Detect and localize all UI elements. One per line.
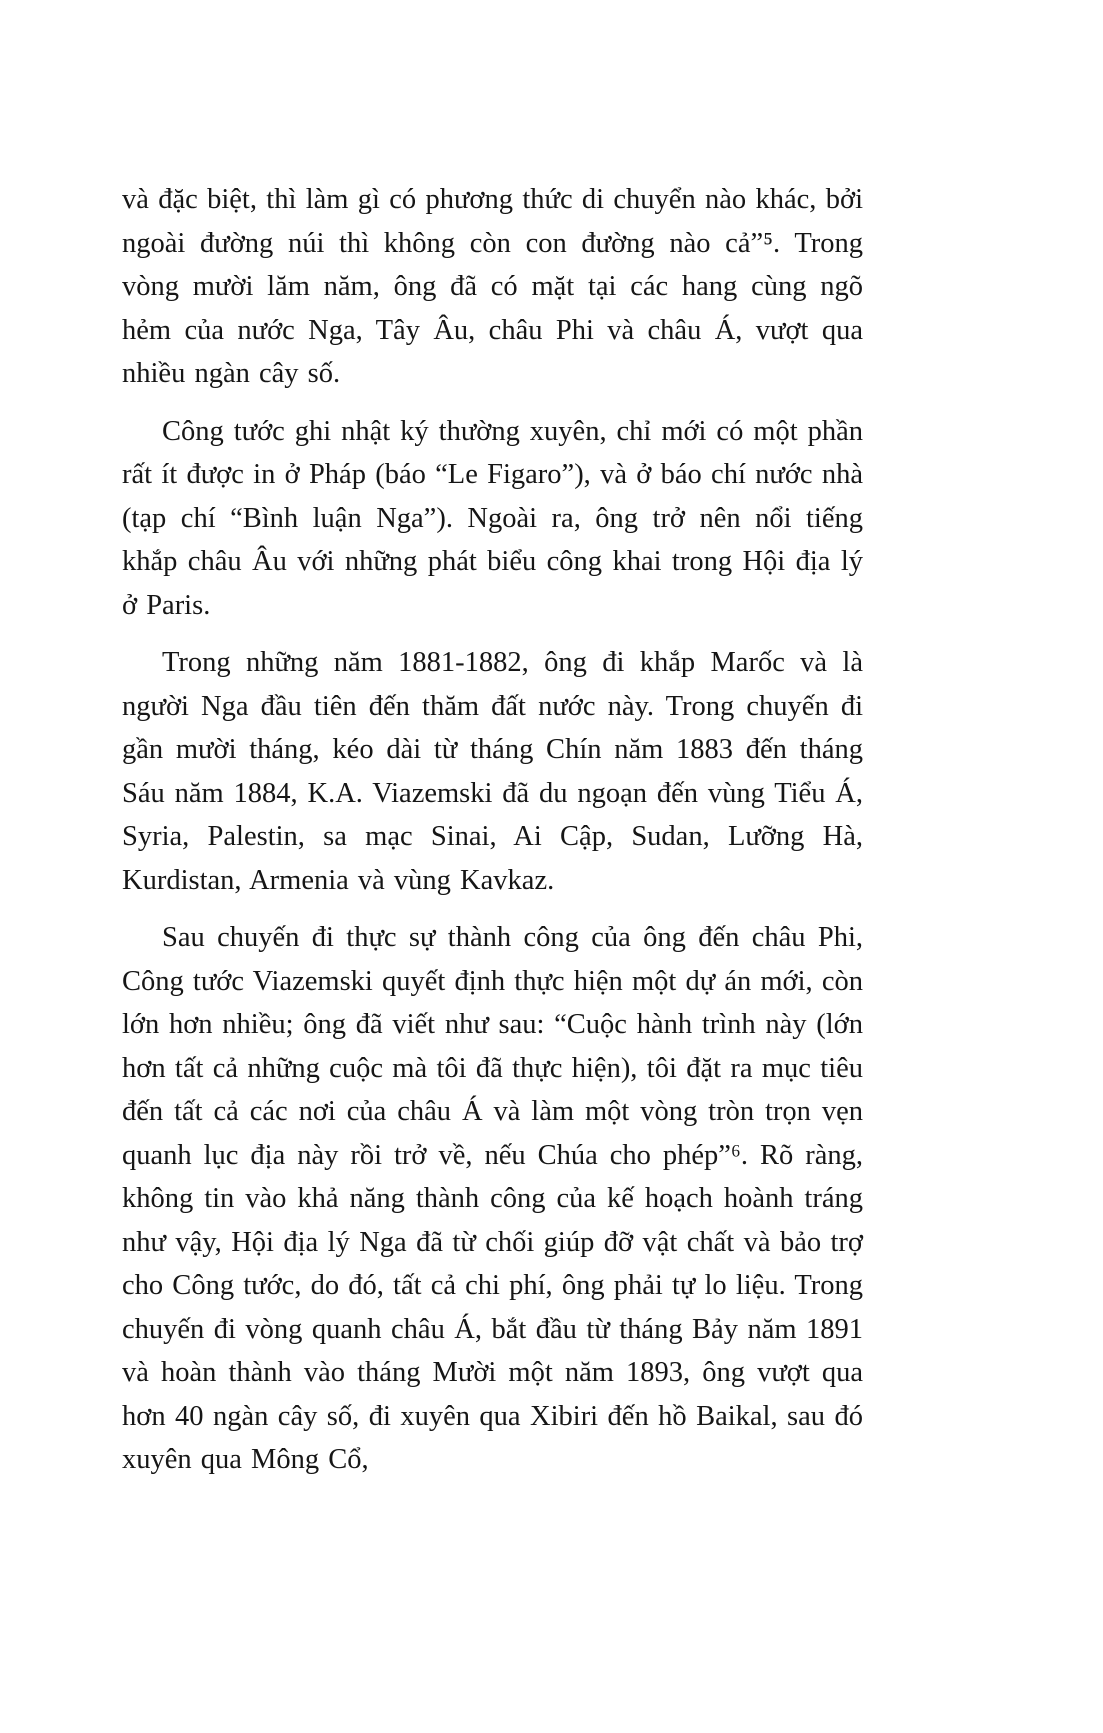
paragraph: Trong những năm 1881-1882, ông đi khắp Marốc và là người Nga đầu tiên đến thăm đất nước này. Trong chuyến đi gần mười tháng, kéo dài từ tháng Chín năm 1883 đến tháng Sáu năm 1884, K.A. Viazemski đã du ngoạn đến vùng Tiểu Á, Syria, Palestin, sa mạc Sinai, Ai Cập, Sudan, Lưỡng Hà, Kurdistan, Armenia và vùng Kavkaz. [122,647,863,896]
paragraph: Sau chuyến đi thực sự thành công của ông đến châu Phi, Công tước Viazemski quyết định thực hiện một dự án mới, còn lớn hơn nhiều; ông đã viết như sau: “Cuộc hành trình này (lớn hơn tất cả những cuộc mà tôi đã thực hiện), tôi đặt ra mục tiêu đến tất cả các nơi của châu Á và làm một vòng tròn trọn vẹn quanh lục địa này rồi trở về, nếu Chúa cho phép”⁶. Rõ ràng, không tin vào khả năng thành công của kế hoạch hoành tráng như vậy, Hội địa lý Nga đã từ chối giúp đỡ vật chất và bảo trợ cho Công tước, do đó, tất cả chi phí, ông phải tự lo liệu. Trong chuyến đi vòng quanh châu Á, bắt đầu từ tháng Bảy năm 1891 và hoàn thành vào tháng Mười một năm 1893, ông vượt qua hơn 40 ngàn cây số, đi xuyên qua Xibiri đến hồ Baikal, sau đó xuyên qua Mông Cổ, [122,922,863,1475]
paragraph: Công tước ghi nhật ký thường xuyên, chỉ mới có một phần rất ít được in ở Pháp (báo “Le Figaro”), và ở báo chí nước nhà (tạp chí “Bình luận Nga”). Ngoài ra, ông trở nên nổi tiếng khắp châu Âu với những phát biểu công khai trong Hội địa lý ở Paris. [122,415,863,621]
text-block [122,178,863,1496]
paragraph-continuation: và đặc biệt, thì làm gì có phương thức di chuyển nào khác, bởi ngoài đường núi thì không còn con đường nào cả”⁵. Trong vòng mười lăm năm, ông đã có mặt tại các hang cùng ngõ hẻm của nước Nga, Tây Âu, châu Phi và châu Á, vượt qua nhiều ngàn cây số. [122,184,863,389]
